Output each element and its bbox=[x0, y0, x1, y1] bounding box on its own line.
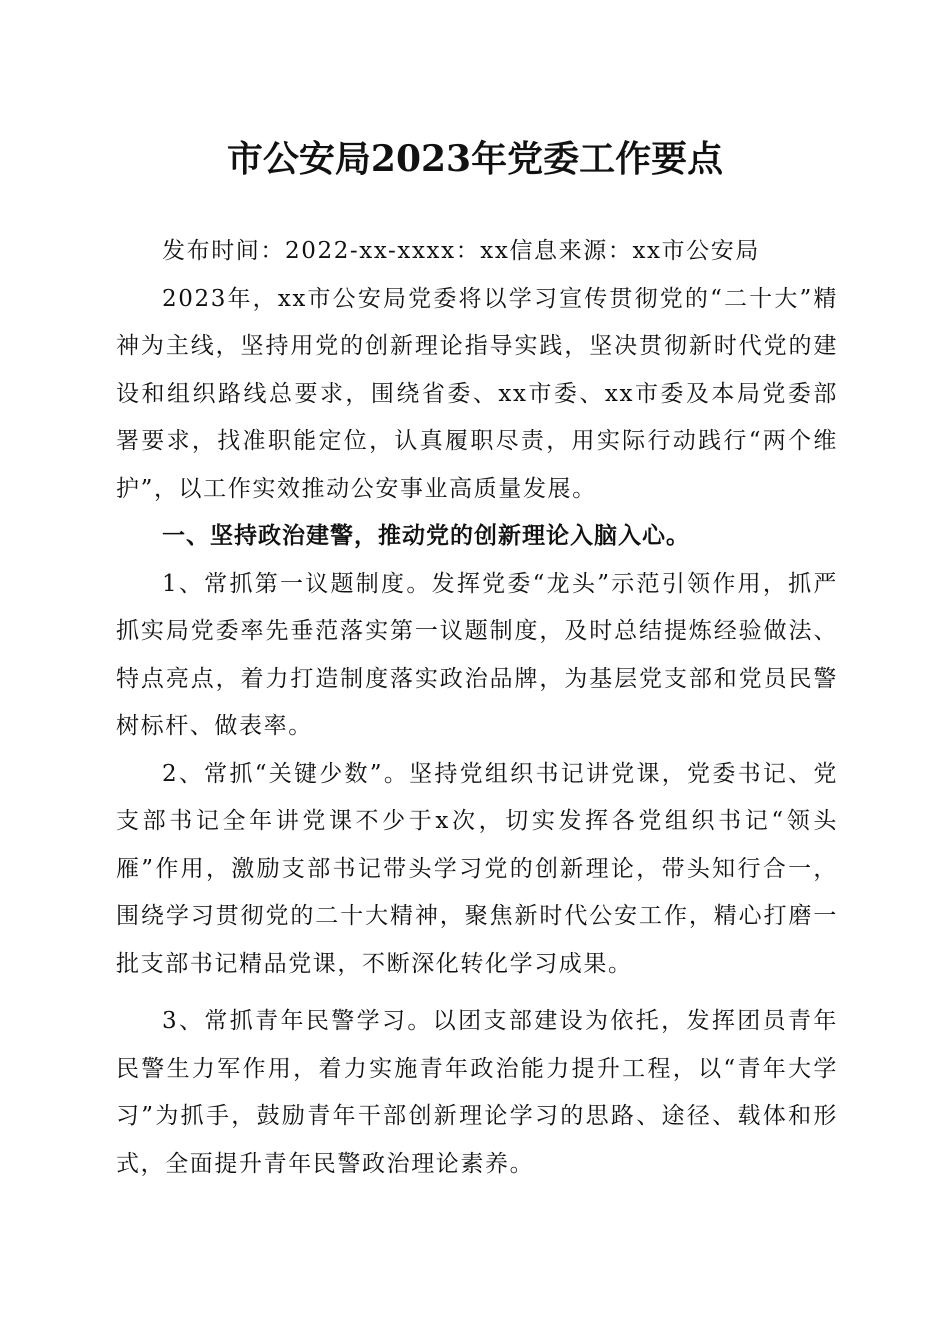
intro-paragraph: 2023年，xx市公安局党委将以学习宣传贯彻党的“二十大”精神为主线，坚持用党的创新理论指导实践，坚决贯彻新时代党的建设和组织路线总要求，围绕省委、xx市委、xx市委及本局党委部署要求，找准职能定位，认真履职尽责，用实际行动践行“两个维护”，以工作实效推动公安事业高质量发展。 bbox=[116, 285, 838, 502]
item-paragraph-1: 1、常抓第一议题制度。发挥党委“龙头”示范引领作用，抓严抓实局党委率先垂范落实第一议题制度，及时总结提炼经验做法、特点亮点，着力打造制度落实政治品牌，为基层党支部和党员民警树标杆、做表率。 bbox=[116, 570, 838, 739]
document-title: 市公安局2023年党委工作要点 bbox=[226, 138, 724, 180]
document-body bbox=[116, 228, 838, 1188]
section-heading-1: 一、坚持政治建警，推动党的创新理论入脑入心。 bbox=[162, 523, 690, 549]
item-paragraph-3: 3、常抓青年民警学习。以团支部建设为依托，发挥团员青年民警生力军作用，着力实施青年政治能力提升工程，以“青年大学习”为抓手，鼓励青年干部创新理论学习的思路、途径、载体和形式，全面提升青年民警政治理论素养。 bbox=[116, 1008, 838, 1177]
item-paragraph-2: 2、常抓“关键少数”。坚持党组织书记讲党课，党委书记、党支部书记全年讲党课不少于x次，切实发挥各党组织书记“领头雁”作用，激励支部书记带头学习党的创新理论，带头知行合一，围绕学习贯彻党的二十大精神，聚焦新时代公安工作，精心打磨一批支部书记精品党课，不断深化转化学习成果。 bbox=[116, 760, 838, 977]
publish-meta-line: 发布时间：2022-xx-xxxx：xx信息来源：xx市公安局 bbox=[162, 238, 760, 264]
